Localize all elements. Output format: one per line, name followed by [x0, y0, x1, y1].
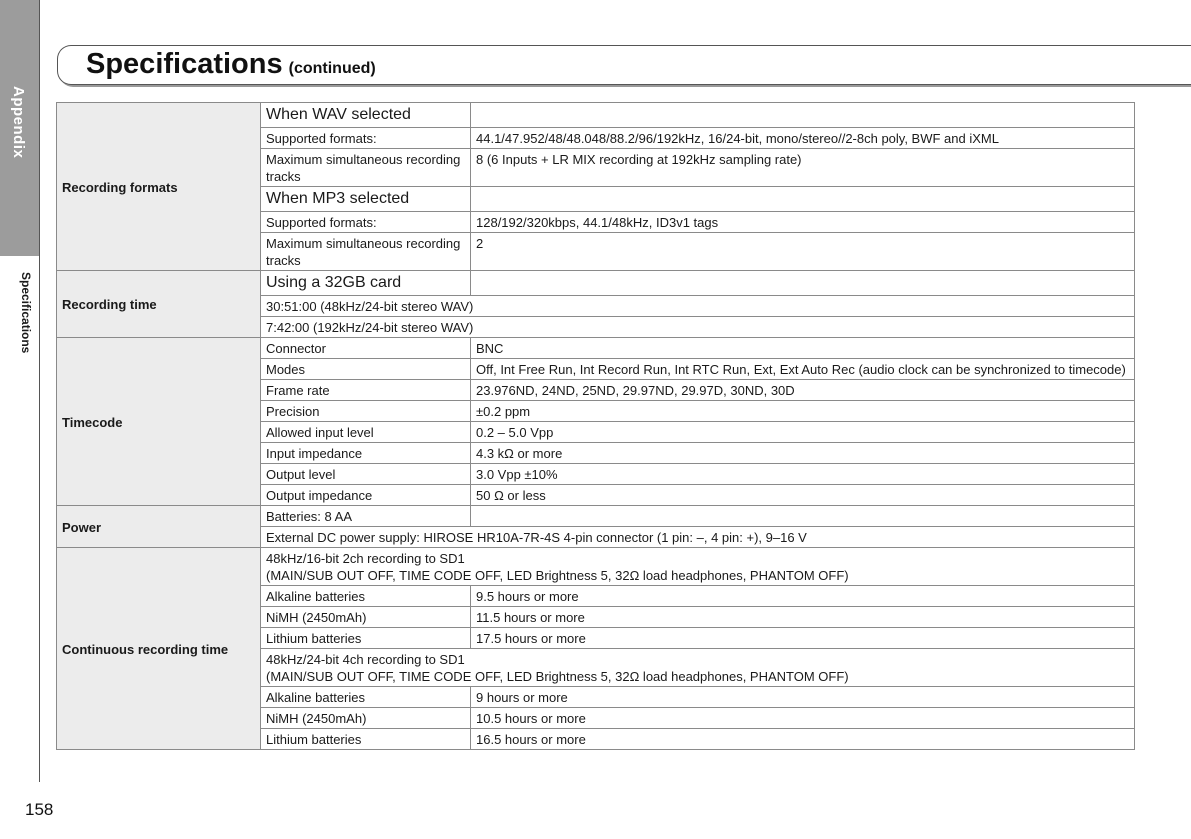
spec-value: BNC: [471, 338, 1135, 359]
spec-key: Maximum simultaneous recording tracks: [261, 149, 471, 187]
side-divider: [39, 0, 40, 782]
spec-value: 2: [471, 233, 1135, 271]
spec-value: 23.976ND, 24ND, 25ND, 29.97ND, 29.97D, 30ND, 30D: [471, 380, 1135, 401]
spec-key: Alkaline batteries: [261, 586, 471, 607]
spec-key: Precision: [261, 401, 471, 422]
page-title: [86, 48, 376, 81]
spec-key: Allowed input level: [261, 422, 471, 443]
table-row: [57, 548, 1135, 586]
spec-value: 4.3 kΩ or more: [471, 443, 1135, 464]
category-timecode: Timecode: [57, 338, 261, 506]
spec-table: [56, 102, 1135, 750]
spec-key: Input impedance: [261, 443, 471, 464]
spec-value: 7:42:00 (192kHz/24-bit stereo WAV): [261, 317, 1135, 338]
spec-value: External DC power supply: HIROSE HR10A-7R-4S 4-pin connector (1 pin: –, 4 pin: +), 9–16 V: [261, 527, 1135, 548]
empty-cell: [471, 271, 1135, 296]
card-header: Using a 32GB card: [261, 271, 471, 296]
empty-cell: [471, 506, 1135, 527]
spec-value: 16.5 hours or more: [471, 729, 1135, 750]
page-subtitle: (continued): [288, 60, 376, 77]
wav-header: When WAV selected: [261, 103, 471, 128]
appendix-tab-label: Appendix: [10, 86, 27, 159]
empty-cell: [471, 103, 1135, 128]
spec-key: Frame rate: [261, 380, 471, 401]
spec-key: Supported formats:: [261, 212, 471, 233]
page-header: [57, 45, 1191, 85]
spec-value: 8 (6 Inputs + LR MIX recording at 192kHz sampling rate): [471, 149, 1135, 187]
category-power: Power: [57, 506, 261, 548]
spec-value: ±0.2 ppm: [471, 401, 1135, 422]
spec-key: Lithium batteries: [261, 729, 471, 750]
spec-value: 9.5 hours or more: [471, 586, 1135, 607]
spec-value: 30:51:00 (48kHz/24-bit stereo WAV): [261, 296, 1135, 317]
group-header: 48kHz/24-bit 4ch recording to SD1 (MAIN/SUB OUT OFF, TIME CODE OFF, LED Brightness 5, 32Ω load headphones, PHANTOM OFF): [261, 649, 1135, 687]
spec-key: Batteries: 8 AA: [261, 506, 471, 527]
category-continuous-recording: Continuous recording time: [57, 548, 261, 750]
table-row: [57, 506, 1135, 527]
spec-key: Connector: [261, 338, 471, 359]
spec-value: 17.5 hours or more: [471, 628, 1135, 649]
table-row: [57, 271, 1135, 296]
spec-key: NiMH (2450mAh): [261, 708, 471, 729]
page-title-text: Specifications: [86, 48, 283, 80]
spec-key: Output level: [261, 464, 471, 485]
spec-key: Maximum simultaneous recording tracks: [261, 233, 471, 271]
section-label: Specifications: [19, 272, 33, 354]
spec-value: 9 hours or more: [471, 687, 1135, 708]
spec-value: 44.1/47.952/48/48.048/88.2/96/192kHz, 16/24-bit, mono/stereo//2-8ch poly, BWF and iXML: [471, 128, 1135, 149]
group-header: 48kHz/16-bit 2ch recording to SD1 (MAIN/SUB OUT OFF, TIME CODE OFF, LED Brightness 5, 32Ω load headphones, PHANTOM OFF): [261, 548, 1135, 586]
table-row: [57, 338, 1135, 359]
table-row: [57, 103, 1135, 128]
spec-value: 128/192/320kbps, 44.1/48kHz, ID3v1 tags: [471, 212, 1135, 233]
spec-value: 0.2 – 5.0 Vpp: [471, 422, 1135, 443]
spec-value: 11.5 hours or more: [471, 607, 1135, 628]
spec-value: Off, Int Free Run, Int Record Run, Int RTC Run, Ext, Ext Auto Rec (audio clock can be synchronized to timecode): [471, 359, 1135, 380]
mp3-header: When MP3 selected: [261, 187, 471, 212]
spec-key: NiMH (2450mAh): [261, 607, 471, 628]
spec-key: Modes: [261, 359, 471, 380]
appendix-tab[interactable]: [0, 0, 39, 256]
spec-key: Supported formats:: [261, 128, 471, 149]
spec-key: Lithium batteries: [261, 628, 471, 649]
spec-value: 10.5 hours or more: [471, 708, 1135, 729]
spec-value: 50 Ω or less: [471, 485, 1135, 506]
spec-key: Output impedance: [261, 485, 471, 506]
page-number: 158: [25, 800, 54, 819]
category-recording-formats: Recording formats: [57, 103, 261, 271]
spec-key: Alkaline batteries: [261, 687, 471, 708]
category-recording-time: Recording time: [57, 271, 261, 338]
spec-value: 3.0 Vpp ±10%: [471, 464, 1135, 485]
empty-cell: [471, 187, 1135, 212]
